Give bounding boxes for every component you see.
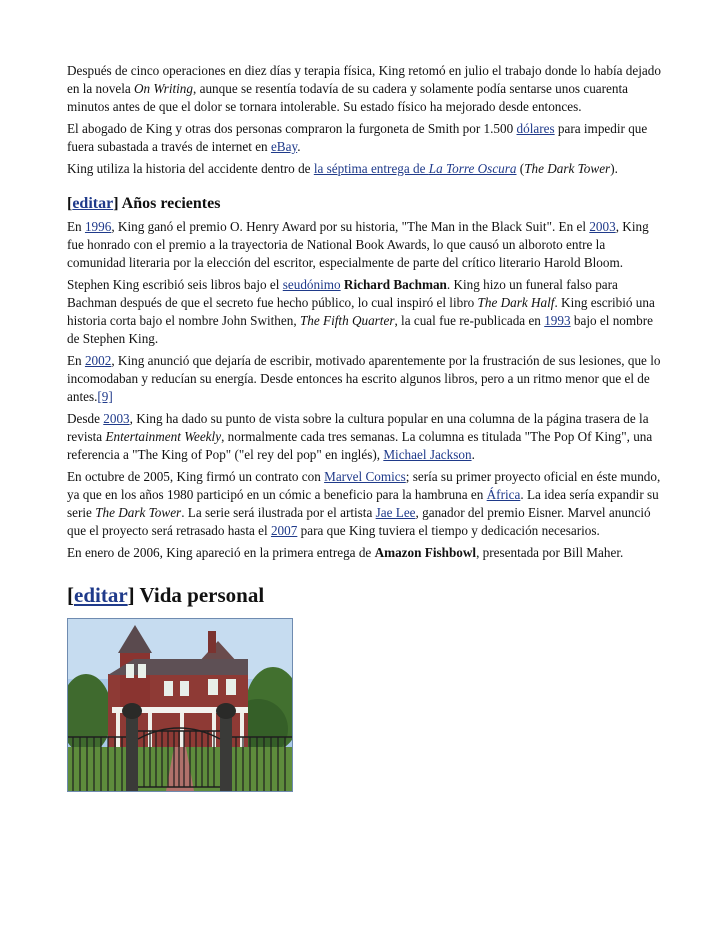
edit-link-vida-personal[interactable]: editar [74,583,128,607]
link-ebay[interactable]: eBay [270,139,298,154]
link-septima-entrega[interactable]: la séptima entrega de La Torre Oscura [313,161,517,176]
link-2007[interactable]: 2007 [270,523,298,538]
heading-anos-recientes: [editar] Años recientes [67,195,221,212]
link-1996[interactable]: 1996 [84,219,112,234]
house-photo[interactable] [67,618,293,792]
paragraph-recovery: Después de cinco operaciones en diez días y terapia física, King retomó en julio el trabajo donde lo había dejado en la novela On Writing, aunque se resentía todavía de su cadera y solamente podía sentarse unos cuarenta minutos antes de que el dolor se tornara intolerable. Su estado físico ha mejorado desde entonces. [67,63,661,114]
link-2003[interactable]: 2003 [589,219,616,234]
paragraph-bachman: Stephen King escribió seis libros bajo el seudónimo Richard Bachman. King hizo un funeral falso para Bachman después de que el secreto fue hecho público, lo cual inspiró el libro The Dark Half. King escribió una historia corta bajo el nombre John Swithen, The Fifth Quarter, la cual fue re-publicada en 1993 bajo el nombre de Stephen King. [67,277,655,346]
link-dolares[interactable]: dólares [516,121,555,136]
paragraph-van-purchase: El abogado de King y otras dos personas compraron la furgoneta de Smith por 1.500 dólares para impedir que fuera subastada a través de internet en eBay. [67,121,648,154]
link-africa[interactable]: África [486,487,521,502]
paragraph-retirement: En 2002, King anunció que dejaría de escribir, motivado aparentemente por la frustración de sus lesiones, que lo incomodaban y reducían su energía. Desde entonces ha escrito algunos libros, pero a un ritmo menor que el de antes.[9] [67,353,661,404]
article-body [67,62,667,792]
heading-vida-personal: [editar] Vida personal [67,583,265,607]
paragraph-dark-tower: King utiliza la historia del accidente dentro de la séptima entrega de La Torre Oscura (The Dark Tower). [67,161,618,176]
edit-link-anos-recientes[interactable]: editar [72,195,114,212]
link-seudonimo[interactable]: seudónimo [282,277,341,292]
reference-link-9[interactable]: [9] [97,389,113,404]
house-illustration [68,619,292,791]
link-michael-jackson[interactable]: Michael Jackson [383,447,472,462]
paragraph-awards: En 1996, King ganó el premio O. Henry Award por su historia, "The Man in the Black Suit". En el 2003, King fue honrado con el premio a la trayectoria de National Book Awards, lo que causó un alboroto entre la comunidad literaria por la elección del escritor, especialmente de parte del crítico literario Harold Bloom. [67,219,649,270]
paragraph-column: Desde 2003, King ha dado su punto de vista sobre la cultura popular en una columna de la página trasera de la revista Entertainment Weekly, normalmente cada tres semanas. La columna es titulada "The Pop Of King", una referencia a "The King of Pop" ("el rey del pop" en inglés), Michael Jackson. [67,411,653,462]
link-marvel-comics[interactable]: Marvel Comics [324,469,406,484]
paragraph-marvel: En octubre de 2005, King firmó un contrato con Marvel Comics; sería su primer proyecto oficial en éste mundo, ya que en los años 1980 participó en un cómic a beneficio para la hambruna en África. La idea sería expandir su serie The Dark Tower. La serie será ilustrada por el artista Jae Lee, ganador del premio Eisner. Marvel anunció que el proyecto será retrasado hasta el 2007 para que King tuviera el tiempo y dedicación necesarios. [67,469,661,538]
link-2002[interactable]: 2002 [84,353,112,368]
paragraph-fishbowl: En enero de 2006, King apareció en la primera entrega de Amazon Fishbowl, presentada por Bill Maher. [67,545,624,560]
link-1993[interactable]: 1993 [544,313,571,328]
link-jae-lee[interactable]: Jae Lee [375,505,416,520]
link-2003-column[interactable]: 2003 [103,411,130,426]
